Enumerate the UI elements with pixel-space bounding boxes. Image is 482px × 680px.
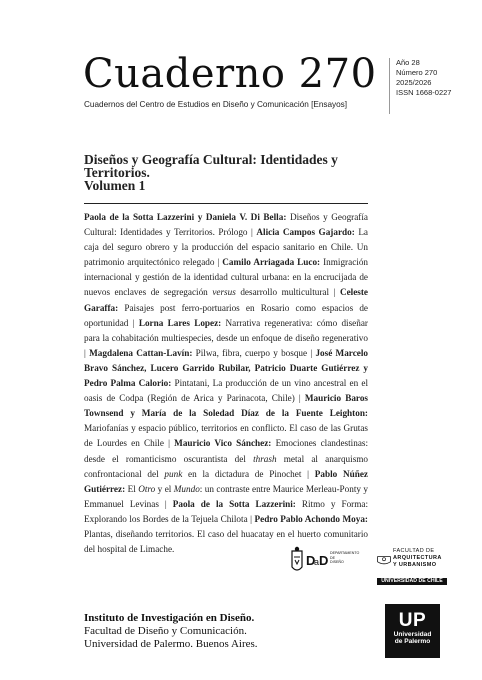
volume-title-line: Territorios. (84, 165, 150, 180)
masthead-divider (389, 58, 390, 114)
toc-title: Paisajes post ferro-portuarios en Rosario como espacios de oportunidad (84, 302, 369, 328)
fau-text-line: FACULTAD DE (393, 548, 435, 554)
fau-text (393, 548, 442, 569)
institution-block (84, 612, 258, 651)
volume-title (84, 153, 374, 192)
toc-authors: Paola de la Sotta Lazzerini: (172, 498, 296, 509)
toc-title-italic: Mundo (173, 483, 200, 494)
toc-title: Emociones clandestinas: desde el romanticismo oscurantista del (84, 438, 369, 464)
up-logo (385, 604, 440, 658)
issue-info (396, 58, 451, 98)
institution-university: Universidad de Palermo. Buenos Aires. (84, 638, 258, 650)
issue-period: 2025/2026 (396, 78, 432, 87)
fau-uchile-logo (375, 545, 393, 577)
dad-text-line: DEPARTAMENTO (330, 551, 360, 555)
issue-year: Año 28 (396, 58, 420, 67)
toc-title: Inmigración internacional y gestión de la identidad cultural urbana: en la encrucijada de nuevos enclaves de segregación (84, 257, 369, 298)
svg-text:D: D (319, 553, 329, 568)
fau-text-line: ARQUITECTURA (393, 555, 442, 561)
fau-text-line: Y URBANISMO (393, 562, 437, 568)
divider-rule (84, 203, 368, 204)
toc-title-italic: punk (164, 468, 183, 479)
toc-title: El (127, 483, 136, 494)
toc-title-italic: thrash (253, 453, 277, 464)
toc-authors: Lorna Lares Lopez: (138, 317, 222, 328)
toc-title: metal al anarquismo confrontacional del (84, 453, 369, 479)
toc-title: Mariofanías y espacio público, territorios en conflicto. El caso de las Grutas de Lourdes en Chile (84, 423, 368, 449)
toc-title: Plantas, diseñando territorios. El caso del huacatay en el huerto comunitario del hospital de Limache. (84, 528, 368, 555)
toc-title-italic: versus (212, 287, 236, 298)
toc-authors: Paola de la Sotta Lazzerini y Daniela V. Di Bella: (84, 212, 287, 222)
toc-authors: Pablo Núñez Gutiérrez: (84, 468, 368, 494)
dad-text-line: DISEÑO (330, 560, 344, 564)
toc-authors: José Marcelo Bravo Sánchez, Lucero Garrido Rubilar, Patricio Duarte Gutiérrez y Pedro Palma Calorio: (84, 347, 369, 389)
toc-authors: Mauricio Vico Sánchez: (174, 438, 272, 449)
toc-title: Diseños y Geografía Cultural: Identidades y Territorios. Prólogo (84, 212, 368, 238)
toc-authors: Celeste Garaffa: (84, 287, 369, 313)
toc-title-italic: Otro (138, 483, 156, 494)
uchile-crest-icon (378, 557, 391, 564)
institution-faculty: Facultad de Diseño y Comunicación. (84, 625, 247, 637)
chile-crest-icon (292, 547, 302, 570)
up-logo-text: de Palermo (394, 638, 431, 646)
institution-name: Instituto de Investigación en Diseño. (84, 612, 255, 624)
volume-title-line: Diseños y Geografía Cultural: Identidades y (84, 152, 338, 167)
journal-subtitle: Cuadernos del Centro de Estudios en Diseño y Comunicación [Ensayos] (84, 100, 348, 109)
toc-authors: Mauricio Baros Townsend y María de la Soledad Díaz de la Fuente Leighton: (84, 393, 368, 419)
toc-authors: Alicia Campos Gajardo: (256, 227, 355, 238)
table-of-contents: Paola de la Sotta Lazzerini y Daniela V. Di Bella: Diseños y Geografía Cultural: Identidades y Territorios. Prólogo | Alicia Campos Gajardo: La caja del seguro obrero y la producción del espacio sanitario en Chile. Un patrimonio arquitectónico relegado | Camilo Arriagada Luco: Inmigración internacional y gestión de la identidad cultural urbana: en la encrucijada de nuevos enclaves de segregación versus desarrollo multicultural | Celeste Garaffa: Paisajes post ferro-portuarios en Rosario como espacios de oportunidad | Lorna Lares Lopez: Narrativa regenerativa: cómo diseñar para la cohabitación multiespecies, desde un enfoque de diseño regenerativo | Magdalena Cattan-Lavín: Pilwa, fibra, cuerpo y bosque | José Marcelo Bravo Sánchez, Lucero Garrido Rubilar, Patricio Duarte Gutiérrez y Pedro Palma Calorio: Pintatani, La producción de un vino ancestral en el oasis de Codpa (Región de Arica y Parinacota, Chile) | Mauricio Baros Townsend y María de la Soledad Díaz de la Fuente Leighton: Mariofanías y espacio público, territorios en conflicto. El caso de las Grutas de Lourdes en Chile | Mauricio Vico Sánchez: Emociones clandestinas: desde el romanticismo oscurantista del thrash metal al anarquismo confrontacional del punk en la dictadura de Pinochet | Pablo Núñez Gutiérrez: El Otro y el Mundo: un contraste entre Maurice Merleau-Ponty y Emmanuel Levinas | Paola de la Sotta Lazzerini: Ritmo y Forma: Explorando los Bordes de la Tejuela Chilota | Pedro Pablo Achondo Moya: Plantas, diseñando territorios. El caso del huacatay en el huerto comunitario del hospital de Limache. (84, 212, 369, 555)
toc-title: Pintatani, La producción de un vino ancestral en el oasis de Codpa (Región de Arica y Parinacota, Chile) (84, 378, 368, 404)
issue-issn: ISSN 1668-0227 (396, 88, 452, 97)
svg-text:a: a (314, 557, 320, 567)
up-logo-mark: UP (398, 610, 427, 631)
toc-title: La caja del seguro obrero y la producción del espacio sanitario en Chile. Un patrimonio arquitectónico relegado (84, 227, 369, 268)
svg-text:D: D (306, 553, 316, 568)
toc-title: Ritmo y Forma: Explorando los Bordes de la Tejuela Chilota (84, 498, 368, 524)
toc-title: en la dictadura de Pinochet (188, 468, 302, 479)
toc-title: Pilwa, fibra, cuerpo y bosque (195, 347, 308, 358)
toc-authors: Pedro Pablo Achondo Moya: (254, 513, 368, 524)
up-logo-text: Universidad (393, 631, 432, 638)
uchile-bar: UNIVERSIDAD DE CHILE (377, 578, 447, 585)
toc-title: y el (157, 483, 172, 494)
dad-text-line: DE (330, 555, 335, 560)
toc-title: Narrativa regenerativa: cómo diseñar para la cohabitación multiespecies, desde un enfoque de diseño regenerativo (84, 317, 368, 343)
dad-mark-icon (306, 553, 328, 568)
volume-number: Volumen 1 (84, 178, 146, 193)
toc-title: desarrollo multicultural (240, 287, 330, 298)
toc-authors: Camilo Arriagada Luco: (222, 257, 321, 268)
journal-title: Cuaderno 270 (83, 51, 377, 97)
issue-number: Número 270 (396, 68, 438, 77)
toc-title: : un contraste entre Maurice Merleau-Ponty y Emmanuel Levinas (84, 483, 368, 509)
toc-authors: Magdalena Cattan-Lavín: (89, 347, 193, 358)
dad-department-text (330, 551, 359, 565)
